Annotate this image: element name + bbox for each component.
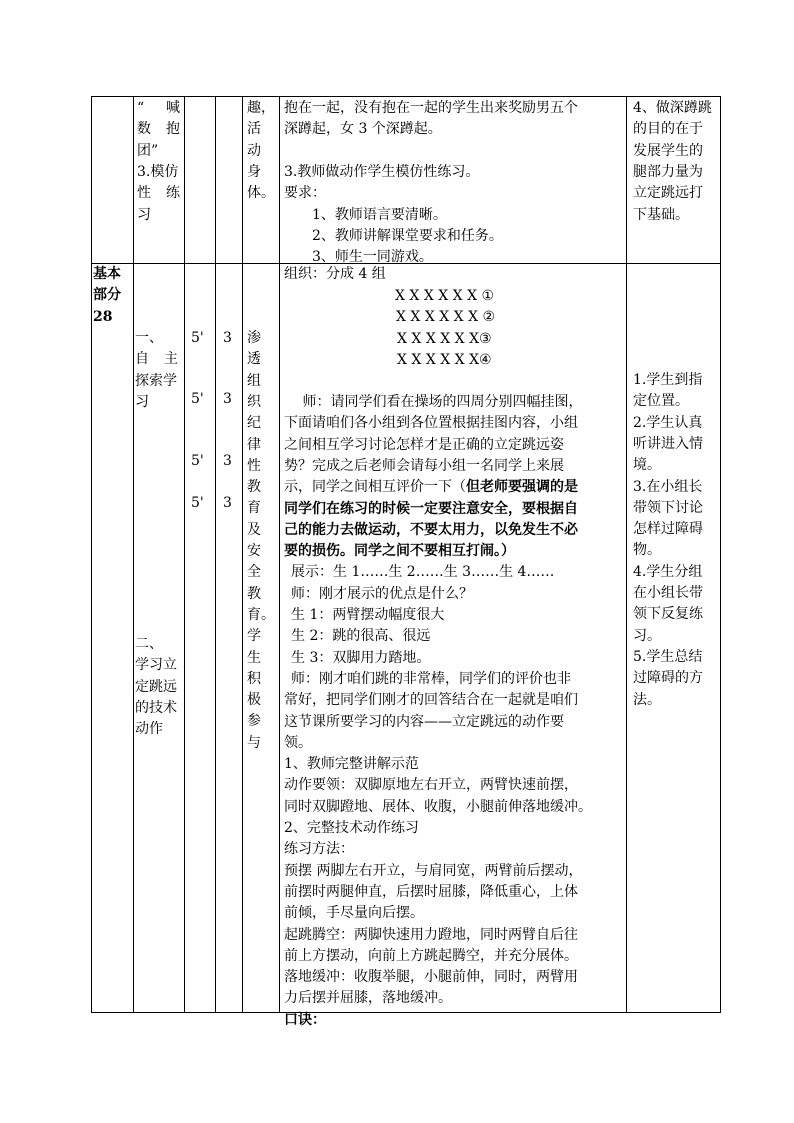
aim-cell-line: 趣， bbox=[247, 100, 275, 116]
aim-cell-line: 全 bbox=[247, 564, 261, 581]
aim-cell-line: 活 bbox=[247, 121, 261, 138]
aim-cell-line: 教 bbox=[247, 585, 261, 602]
formation-row: X X X X X X ② bbox=[396, 309, 496, 326]
aim-cell-line: 律 bbox=[247, 436, 261, 453]
activity-cell-line: 习 bbox=[137, 206, 151, 223]
count-value: 3 bbox=[223, 330, 232, 346]
activity-cell-line: 3.模仿 bbox=[137, 163, 179, 180]
content-cell-line: 同时双脚蹬地、展体、收腹，小腿前伸落地缓冲。 bbox=[284, 798, 592, 815]
formation-row: X X X X X X ① bbox=[395, 288, 495, 304]
content-cell-line: 这节课所要学习的内容——立定跳远的动作要 bbox=[284, 713, 564, 730]
student-cell-line: 2.学生认真 bbox=[633, 414, 703, 431]
formation-row: X X X X X X③ bbox=[397, 330, 492, 347]
student-cell-line: 法。 bbox=[633, 691, 661, 708]
content-cell-line: 要求： bbox=[284, 185, 326, 202]
student-cell-line: 过障碍的方 bbox=[633, 670, 703, 687]
student-cell-line: 在小组长带 bbox=[633, 585, 703, 601]
student-cell-line: 4、做深蹲跳 bbox=[633, 100, 712, 116]
content-cell-line: 前上方摆动，向前上方跳起腾空，并充分展体。 bbox=[284, 947, 578, 964]
aim-cell-line: 参 bbox=[247, 713, 261, 730]
student-cell-line: 立定跳远打 bbox=[633, 185, 703, 202]
aim-cell-line: 安 bbox=[247, 543, 261, 559]
section-label: 28 bbox=[93, 308, 113, 325]
content-cell-line: 之间相互学习讨论怎样才是正确的立定跳远姿 bbox=[284, 436, 564, 453]
aim-cell-line: 积 bbox=[247, 670, 261, 687]
activity-cell-line: “ 喊 bbox=[137, 100, 180, 116]
aim-cell-line: 学 bbox=[247, 628, 261, 645]
content-cell-line: 师：刚才咱们跳的非常棒，同学们的评价也非 bbox=[291, 670, 571, 687]
aim-cell-line: 生 bbox=[247, 649, 261, 666]
aim-cell-line: 育 bbox=[247, 500, 261, 517]
aim-cell-line: 育。 bbox=[247, 606, 275, 623]
aim-cell-line: 织 bbox=[247, 393, 261, 410]
activity-cell-line: 团” bbox=[137, 142, 159, 159]
content-cell-line: 预摆 两脚左右开立，与肩同宽，两臂前后摆动， bbox=[284, 862, 583, 879]
activity-cell-line: 探索学 bbox=[135, 372, 177, 389]
aim-cell-line: 性 bbox=[247, 457, 261, 474]
student-cell-line: 腿部力量为 bbox=[633, 163, 703, 180]
activity-cell-line: 学习立 bbox=[135, 657, 177, 674]
mnemonic-label: 口诀： bbox=[284, 1011, 326, 1028]
content-cell-line: 动作要领：双脚原地左右开立，两臂快速前摆， bbox=[284, 777, 578, 794]
activity-cell-line: 习 bbox=[135, 393, 149, 410]
content-cell-line: 师：请同学们看在操场的四周分别四幅挂图， bbox=[284, 394, 583, 410]
content-cell-line: 深蹲起，女 3 个深蹲起。 bbox=[284, 121, 442, 138]
content-cell-line: 3、师生一同游戏。 bbox=[284, 249, 433, 266]
aim-cell-line: 及 bbox=[247, 521, 261, 538]
aim-cell-line: 教 bbox=[247, 479, 261, 496]
student-cell-line: 定位置。 bbox=[633, 393, 689, 410]
content-cell-line: 生 1：两臂摆动幅度很大 bbox=[291, 607, 445, 623]
content-cell-line: 前摆时两腿伸直，后摆时屈膝，降低重心，上体 bbox=[284, 883, 578, 900]
student-cell-line: 发展学生的 bbox=[633, 142, 703, 159]
activity-cell-line: 的技术 bbox=[135, 699, 177, 716]
time-value: 5' bbox=[191, 391, 204, 407]
activity-cell-line: 动作 bbox=[135, 721, 163, 738]
student-cell-line: 3.在小组长 bbox=[633, 478, 703, 495]
emphasis-text: 同学们在练习的时候一定要注意安全，要根据自 bbox=[284, 500, 578, 517]
content-cell-line: 常好，把同学们刚才的回答结合在一起就是咱们 bbox=[284, 692, 578, 709]
aim-cell-line: 组 bbox=[247, 372, 261, 389]
lesson-plan-table bbox=[91, 96, 721, 1028]
student-cell-line: 4.学生分组 bbox=[633, 563, 703, 580]
section-label: 基本 bbox=[93, 266, 121, 282]
content-cell-line: 3.教师做动作学生模仿性练习。 bbox=[284, 163, 480, 180]
student-cell-line: 1.学生到指 bbox=[633, 372, 703, 388]
emphasis-text: 己的能力去做运动，不要太用力，以免发生不必 bbox=[284, 521, 578, 538]
aim-cell-line: 动 bbox=[247, 142, 261, 159]
content-cell-line: 师：刚才展示的优点是什么？ bbox=[291, 585, 473, 602]
activity-cell-line: 一、 bbox=[135, 330, 163, 346]
aim-cell-line: 身 bbox=[247, 163, 261, 180]
activity-cell-line: 二、 bbox=[135, 636, 163, 652]
student-cell-line: 物。 bbox=[633, 542, 661, 559]
activity-cell-line: 自 主 bbox=[135, 351, 178, 368]
content-cell-line: 1、教师语言要清晰。 bbox=[284, 206, 447, 223]
content-cell-line: 领。 bbox=[284, 734, 312, 751]
content-cell-line: 前倾，手尽量向后摆。 bbox=[284, 905, 424, 922]
content-cell-line: 起跳腾空：两脚快速用力蹬地，同时两臂自后往 bbox=[284, 926, 578, 943]
count-value: 3 bbox=[223, 495, 232, 511]
count-value: 3 bbox=[223, 453, 232, 469]
time-value: 5' bbox=[191, 453, 204, 469]
content-cell-line: 势？完成之后老师会请每小组一名同学上来展 bbox=[284, 457, 564, 474]
content-cell-line: 练习方法： bbox=[284, 841, 354, 858]
aim-cell-line: 透 bbox=[247, 351, 261, 368]
aim-cell-line: 体。 bbox=[247, 185, 275, 202]
activity-cell-line: 性 练 bbox=[137, 185, 180, 202]
aim-cell-line: 极 bbox=[247, 692, 261, 709]
content-cell-line: 2、教师讲解课堂要求和任务。 bbox=[284, 227, 503, 244]
student-cell-line: 5.学生总结 bbox=[633, 648, 703, 665]
activity-cell-line: 数 抱 bbox=[137, 121, 180, 138]
content-cell-line: 力后摆并屈膝，落地缓冲。 bbox=[284, 990, 452, 1007]
content-cell-line: 下面请咱们各小组到各位置根据挂图内容，小组 bbox=[284, 415, 578, 432]
student-cell-line: 境。 bbox=[633, 457, 661, 474]
formation-row: X X X X X X④ bbox=[397, 351, 492, 368]
time-value: 5' bbox=[191, 495, 204, 511]
student-cell-line: 听讲进入情 bbox=[633, 435, 703, 452]
content-cell-line: 展示：生 1……生 2……生 3……生 4…… bbox=[291, 564, 555, 581]
student-cell-line: 习。 bbox=[633, 627, 661, 644]
content-cell-line: 生 3：双脚用力踏地。 bbox=[291, 649, 431, 666]
aim-cell-line: 渗 bbox=[247, 330, 261, 346]
activity-cell-line: 定跳远 bbox=[135, 678, 177, 695]
student-cell-line: 带领下讨论 bbox=[633, 499, 703, 516]
student-cell-line: 领下反复练 bbox=[633, 606, 703, 623]
aim-cell-line: 纪 bbox=[247, 415, 261, 432]
content-cell-line: 落地缓冲：收腹举腿，小腿前伸，同时，两臂用 bbox=[284, 969, 578, 986]
content-cell-line: 生 2：跳的很高、很远 bbox=[291, 628, 431, 645]
student-cell-line: 怎样过障碍 bbox=[633, 521, 703, 538]
content-cell-line: 示，同学之间相互评价一下（但老师要强调的是 bbox=[284, 479, 578, 496]
time-value: 5' bbox=[191, 330, 204, 346]
section-label: 部分 bbox=[93, 287, 121, 304]
emphasis-text: 但老师要强调的是 bbox=[466, 479, 578, 496]
aim-cell-line: 与 bbox=[247, 734, 261, 751]
organization-label: 组织：分成 4 组 bbox=[284, 266, 386, 282]
content-cell-line: 1、教师完整讲解示范 bbox=[284, 756, 419, 773]
student-cell-line: 下基础。 bbox=[633, 206, 689, 223]
count-value: 3 bbox=[223, 391, 232, 407]
emphasis-text: 要的损伤。同学之间不要相互打闹。） bbox=[284, 543, 515, 560]
student-cell-line: 的目的在于 bbox=[633, 121, 703, 138]
content-cell-line: 2、完整技术动作练习 bbox=[284, 820, 419, 836]
content-cell-line: 抱在一起，没有抱在一起的学生出来奖励男五个 bbox=[284, 100, 578, 116]
